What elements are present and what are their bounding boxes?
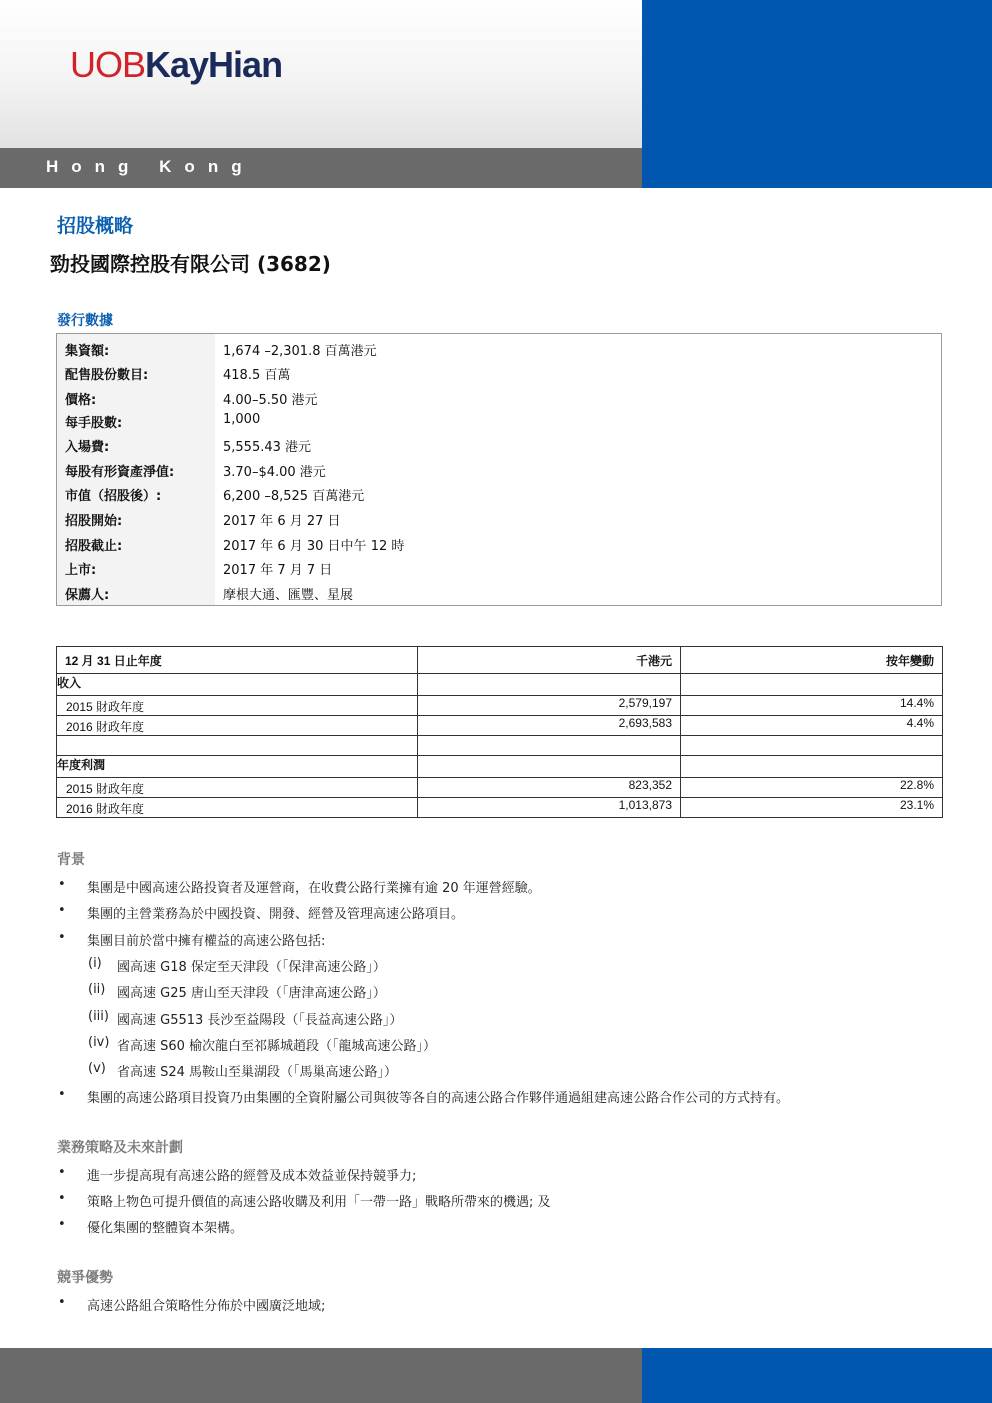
profit-label: 年度利潤 [57,756,418,778]
table-row: 2015 財政年度 2,579,197 14.4% [57,696,943,716]
company-title: 勁投國際控股有限公司 (3682) [50,252,331,276]
section-title: 招股概略 [57,215,134,237]
offering-heading: 發行數據 [57,313,113,329]
column-header: 千港元 [418,647,681,674]
background-heading: 背景 [57,852,85,868]
competitive-heading: 競爭優勢 [57,1270,113,1286]
offering-table: 集資額: 1,674 –2,301.8 百萬港元 配售股份數目: 418.5 百萬 價格: 4.00–5.50 港元 每手股數: 1,000 入場費: 5,555.43 港元 每股有形資產淨值: 3.70–$4.00 港元 市值（招股後）: 6,200 –8,525 百萬港元 招股開始: 2017 年 6 月 27 日 招股截止: 2017 年 6 月 30 日中午 12 時 上市: 2017 年 7 月 7 日 保薦人: 摩根大通、匯豐、星展 [56,333,942,606]
header-blue-block [642,0,992,188]
table-header-row [57,647,943,674]
table-row: 2016 財政年度 1,013,873 23.1% [57,798,943,818]
revenue-label: 收入 [57,674,418,696]
footer-blue-block [642,1348,992,1403]
table-section-row [57,674,943,696]
table-row: 2015 財政年度 823,352 22.8% [57,778,943,798]
financials-table [56,646,943,818]
region-label: Hong Kong [46,157,255,176]
table-row: 2016 財政年度 2,693,583 4.4% [57,716,943,736]
region-bar [0,148,642,188]
strategy-heading: 業務策略及未來計劃 [57,1140,183,1156]
column-header: 按年變動 [681,647,943,674]
footer-gray-bar [0,1348,642,1403]
table-spacer-row [57,736,943,756]
column-header: 12 月 31 日止年度 [57,647,418,674]
table-section-row [57,756,943,778]
uob-kayhian-logo: UOBKayHian [70,44,283,85]
